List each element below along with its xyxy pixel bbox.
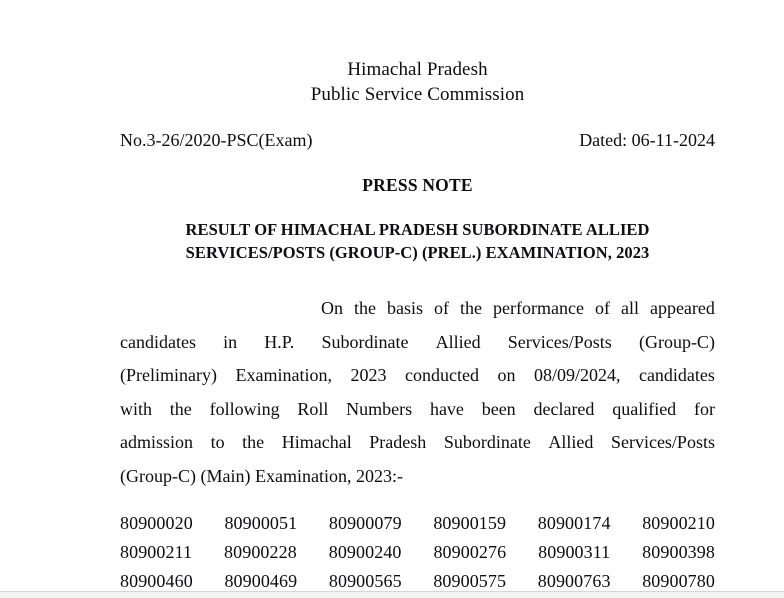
result-title-line-2: SERVICES/POSTS (GROUP-C) (PREL.) EXAMINATION, 2023: [185, 243, 650, 262]
roll-number: 80900276: [433, 542, 507, 562]
roll-number: 80900228: [224, 542, 297, 562]
body-line-6: (Group-C) (Main) Examination, 2023:-: [120, 465, 403, 486]
body-word: candidates: [120, 331, 196, 352]
roll-number: 80900311: [538, 542, 611, 562]
body-word: the: [242, 432, 265, 452]
roll-number: 80900460: [120, 571, 193, 591]
body-word: Allied: [435, 331, 481, 352]
body-word: Pradesh: [369, 432, 427, 452]
first-line-indent: [120, 292, 310, 326]
roll-number: 80900469: [224, 571, 298, 591]
body-word: Services/Posts: [507, 331, 612, 352]
letterhead-line-1: Himachal Pradesh: [347, 59, 488, 80]
body-word: 2023: [350, 365, 387, 385]
roll-number-row: [120, 509, 715, 538]
roll-number: 80900211: [120, 542, 193, 562]
body-word: been: [481, 398, 516, 419]
roll-number: 80900398: [642, 542, 715, 562]
body-line-1: [120, 292, 715, 326]
body-word: on: [497, 365, 516, 385]
body-word: qualified: [612, 398, 677, 419]
roll-number: 80900780: [642, 571, 715, 591]
body-word: the: [169, 398, 192, 419]
body-word: Subordinate: [443, 432, 531, 452]
roll-number: 80900575: [433, 571, 507, 591]
body-word: in: [223, 331, 238, 352]
page-bottom-gutter: [0, 592, 784, 598]
letterhead: [120, 0, 715, 107]
roll-number-row: [120, 538, 715, 567]
body-word: Services/Posts: [610, 432, 715, 452]
body-word: basis: [387, 298, 423, 318]
body-word: (Preliminary): [120, 365, 217, 385]
body-line-4: [120, 393, 715, 427]
roll-number: 80900210: [642, 513, 715, 533]
body-word: (Group-C): [638, 331, 715, 352]
body-word: Himachal: [281, 432, 352, 452]
body-word: H.P.: [264, 331, 295, 352]
body-line-2: [120, 326, 715, 360]
body-word: Subordinate: [321, 331, 409, 352]
reference-number: No.3-26/2020-PSC(Exam): [120, 130, 313, 150]
roll-number: 80900020: [120, 513, 193, 533]
body-word: all: [620, 298, 639, 318]
body-word: admission: [120, 432, 194, 452]
body-word: have: [429, 398, 464, 419]
reference-row: [120, 129, 715, 151]
body-word: for: [693, 398, 715, 419]
body-word: performance: [493, 298, 584, 318]
body-word: On: [321, 298, 343, 318]
body-word: Examination,: [235, 365, 332, 385]
result-title: [120, 218, 715, 264]
body-line-5: [120, 426, 715, 460]
body-paragraph: [120, 292, 715, 493]
document-text-column: [120, 0, 715, 596]
reference-date: Dated: 06-11-2024: [579, 130, 715, 150]
body-word: the: [354, 298, 376, 318]
body-word: to: [210, 432, 225, 452]
body-word: of: [594, 298, 610, 318]
roll-number: 80900159: [433, 513, 507, 533]
roll-number: 80900079: [328, 513, 402, 533]
body-word: declared: [533, 398, 595, 419]
roll-number: 80900051: [224, 513, 298, 533]
roll-number: 80900763: [537, 571, 611, 591]
body-word: appeared: [649, 298, 715, 318]
body-word: Numbers: [346, 398, 413, 419]
result-title-line-1: RESULT OF HIMACHAL PRADESH SUBORDINATE ALLIED: [185, 220, 650, 239]
body-word: Allied: [548, 432, 594, 452]
body-word: candidates: [638, 365, 715, 385]
body-word: of: [434, 298, 449, 318]
body-word: the: [460, 298, 482, 318]
body-word: Roll: [297, 398, 329, 419]
body-word: with: [120, 398, 153, 419]
roll-number: 80900174: [537, 513, 611, 533]
roll-number-list: [120, 509, 715, 596]
body-word: conducted: [404, 365, 479, 385]
press-note-heading: PRESS NOTE: [362, 175, 473, 195]
letterhead-line-2: Public Service Commission: [310, 84, 525, 105]
body-word: 08/09/2024,: [533, 365, 621, 385]
body-word: following: [209, 398, 280, 419]
body-line-3: [120, 359, 715, 393]
roll-number: 80900240: [328, 542, 402, 562]
roll-number: 80900565: [328, 571, 402, 591]
